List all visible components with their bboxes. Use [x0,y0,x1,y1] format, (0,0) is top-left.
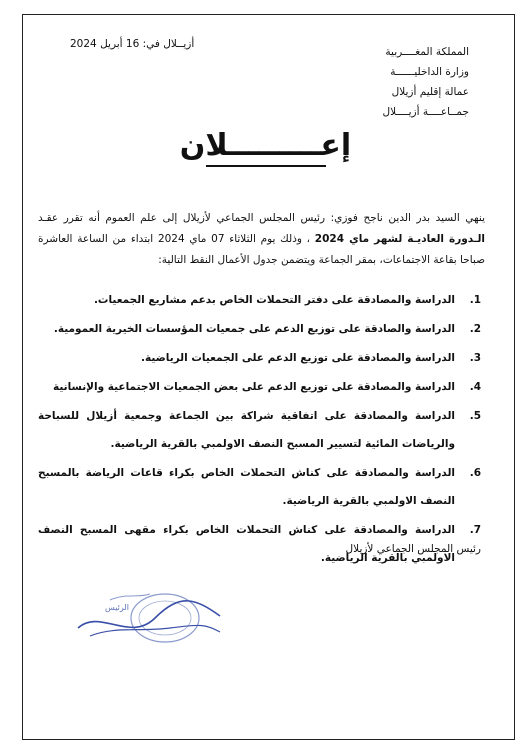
agenda-item-number: 4. [469,381,481,393]
agenda-item [38,344,485,372]
agenda-item [38,402,485,458]
agenda-item-text: الدراسة والصادقة على توزيع الدعم على جمعيات المؤسسات الخيرية العمومية. [53,323,455,335]
agenda-item [38,373,485,401]
agenda-item-number: 3. [469,352,481,364]
letterhead-kingdom: المملكة المغــــربية [385,46,469,58]
intro-text-2: ، وذلك يوم الثلاثاء 07 ماي 2024 ابتداء من الساعة العاشرة صباحا بقاعة الاجتماعات، بمقر الجماعة ويتضمن جدول الأعمال النقط التالية: [38,233,485,266]
agenda-item [38,315,485,343]
agenda-item-text: الدراسة والمصادقة على توزيع الدعم على بعض الجمعيات الاجتماعية والإنسانية [53,381,455,393]
intro-session-name: الـدورة العاديـة لشهر ماي 2024 [314,233,486,245]
agenda-item-text: الدراسة والمصادقة على اتفاقية شراكة بين الجماعة وجمعية أزيلال للسباحة والرياضات المائية لتسيير المسبح النصف الاولمبي بالقرية الرياضية. [38,410,455,450]
page-title [0,128,531,167]
signature-stamp-icon [70,588,230,648]
letterhead-province: عمالة إقليم أزيلال [391,86,469,98]
agenda-item-text: الدراسة والمصادقة على كناش التحملات الخاص بكراء مقهى المسبح النصف الاولمبي بالقرية الرياضية. [38,524,455,564]
intro-paragraph [38,208,485,271]
agenda-item-number: 2. [469,323,481,335]
signatory-title: رئيس المجلس الجماعي لأزيلال [345,543,481,555]
agenda-item-number: 5. [469,410,481,422]
agenda-item-number: 7. [469,524,481,536]
agenda-item [38,459,485,515]
agenda-list [38,286,485,573]
letterhead [382,42,469,122]
agenda-item-number: 6. [469,467,481,479]
title-underline [206,165,326,167]
stamp-text: الرئيس [105,603,129,612]
agenda-item-number: 1. [469,294,481,306]
letterhead-commune: جمــاعــــة أزيــــلال [382,106,469,118]
agenda-item-text: الدراسة والمصادقة على توزيع الدعم على الجمعيات الرياضية. [140,352,455,364]
agenda-item [38,286,485,314]
page-title-text: إعـــــــــلان [179,128,352,163]
document-date: أزيــلال في: 16 أبريل 2024 [70,38,195,50]
intro-text-1: ينهي السيد بدر الدين ناجح فوزي: رئيس المجلس الجماعي لأزيلال إلى علم العموم أنه تقرر عقـد [38,212,485,224]
letterhead-ministry: وزارة الداخليــــــة [390,66,469,78]
agenda-item-text: الدراسة والمصادقة على دفتر التحملات الخاص بدعم مشاريع الجمعيات. [93,294,455,306]
agenda-item-text: الدراسة والمصادقة على كناش التحملات الخاص بكراء قاعات الرياضة بالمسبح النصف الاولمبي بالقرية الرياضية. [38,467,455,507]
